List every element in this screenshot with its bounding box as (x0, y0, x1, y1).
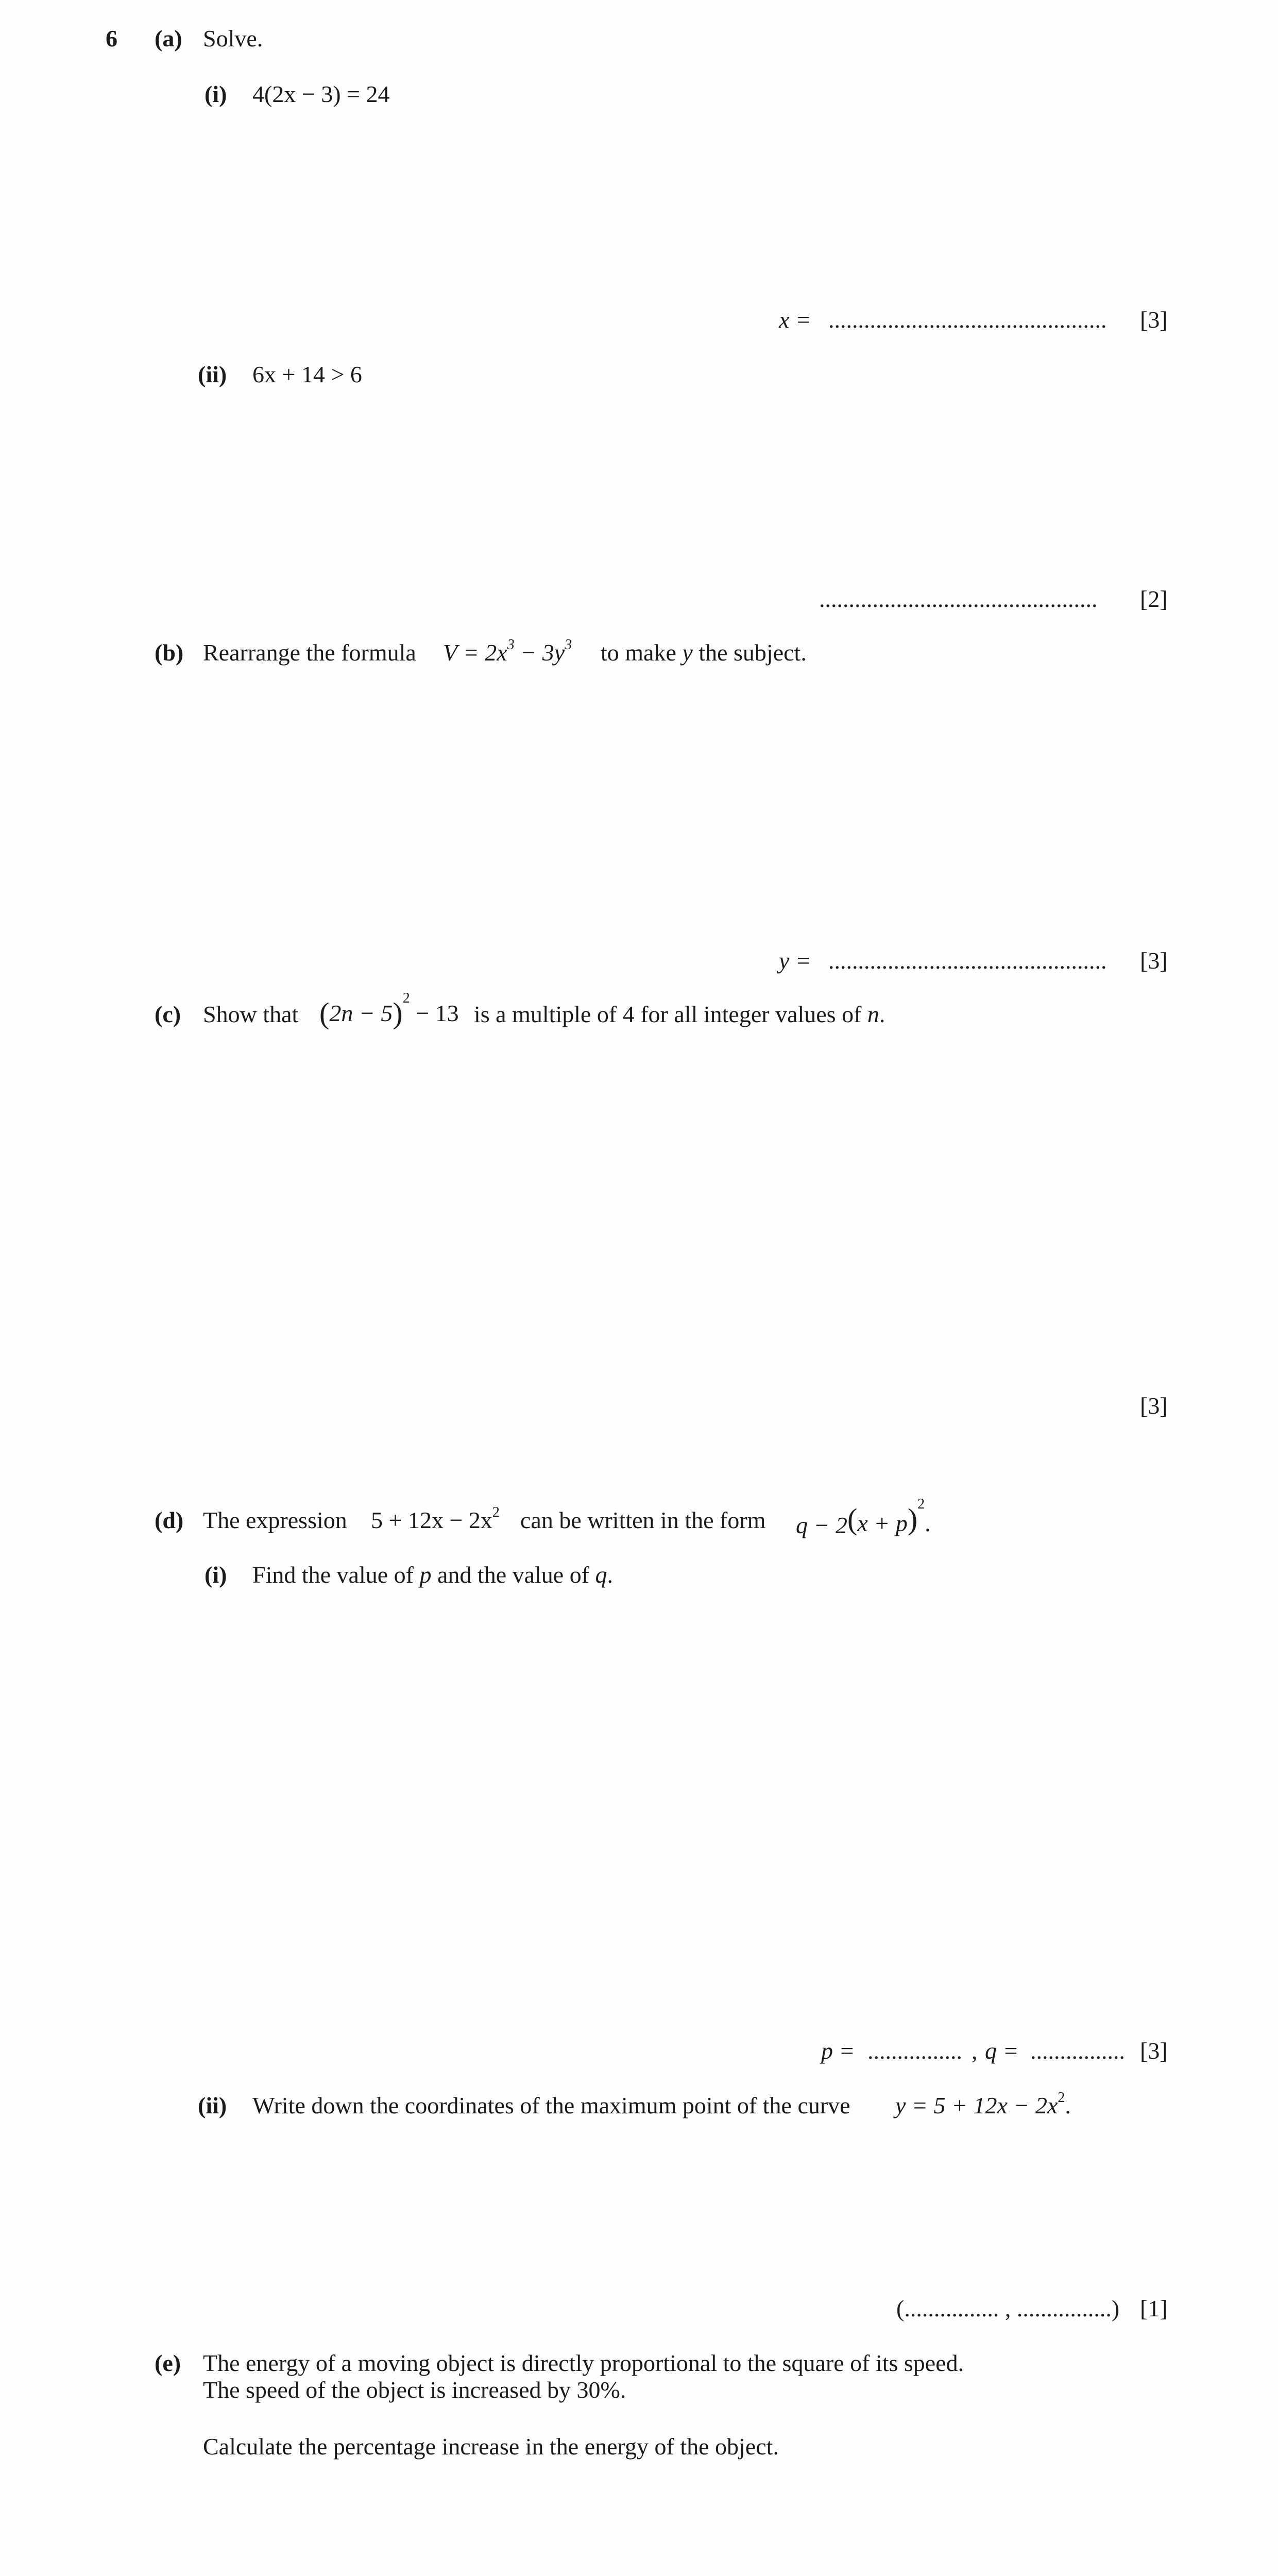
part-a-instruction: Solve. (203, 25, 263, 52)
part-d-ii-marks: [1] (1140, 2295, 1168, 2321)
part-b-formula: $V = 2x^3 - 3y^3$ (443, 637, 572, 666)
part-a-i-marks: [3] (1140, 307, 1168, 333)
part-e-line-1: The energy of a moving object is directly proportional to the square of its speed. (203, 2350, 964, 2376)
part-d-form: $q - 2(x + p)^2$. (796, 1496, 931, 1538)
part-c-text-before: Show that (203, 1001, 299, 1027)
part-d-i-q-answer-line[interactable]: ................ (1030, 2038, 1125, 2064)
question-number: 6 (106, 25, 117, 52)
part-d-i-label: (i) (205, 1562, 227, 1588)
part-d-i-separator: , (972, 2038, 978, 2064)
part-d-expression: $5 + 12x - 2x^2$ (371, 1504, 500, 1533)
part-b-text-after: to make y the subject. (601, 639, 807, 666)
part-a-label: (a) (155, 25, 182, 52)
part-c-expression: $(2n - 5)^2 - 13$ (319, 990, 459, 1030)
part-d-ii-label: (ii) (198, 2092, 227, 2119)
part-a-ii-label: (ii) (198, 361, 227, 387)
part-b-marks: [3] (1140, 947, 1168, 974)
part-d-i-q-variable: q = (985, 2038, 1019, 2064)
part-d-i-question: Find the value of p and the value of q. (252, 1562, 614, 1588)
part-d-ii-curve: $y = 5 + 12x - 2x^2$. (895, 2090, 1071, 2119)
part-d-i-p-variable: p = (821, 2038, 855, 2064)
part-a-i-answer-variable: x = (779, 307, 811, 333)
part-d-text-mid: can be written in the form (520, 1507, 766, 1533)
part-b-answer-line[interactable]: ............................................... (828, 947, 1107, 974)
part-d-i-marks: [3] (1140, 2038, 1168, 2064)
part-b-text-before: Rearrange the formula (203, 639, 416, 666)
part-e-line-3: Calculate the percentage increase in the energy of the object. (203, 2433, 779, 2460)
part-c-marks: [3] (1140, 1393, 1168, 1419)
part-c-label: (c) (155, 1001, 181, 1027)
part-b-label: (b) (155, 639, 184, 666)
part-d-i-p-answer-line[interactable]: ................ (867, 2038, 962, 2064)
part-d-ii-question: Write down the coordinates of the maximum point of the curve (252, 2092, 850, 2119)
part-d-ii-coordinates-answer[interactable]: (................ , ................) (896, 2295, 1120, 2321)
part-e-label: (e) (155, 2350, 181, 2376)
part-d-label: (d) (155, 1507, 184, 1533)
part-a-i-equation: 4(2x − 3) = 24 (252, 81, 390, 107)
part-a-i-answer-line[interactable]: ............................................... (828, 307, 1107, 333)
part-e-line-2: The speed of the object is increased by 30%. (203, 2377, 626, 2403)
part-a-ii-marks: [2] (1140, 586, 1168, 612)
part-c-text-after: is a multiple of 4 for all integer values of n. (474, 1001, 885, 1027)
part-a-ii-inequality: 6x + 14 > 6 (252, 361, 362, 387)
part-d-text-before: The expression (203, 1507, 347, 1533)
part-b-answer-variable: y = (779, 947, 811, 974)
part-a-i-label: (i) (205, 81, 227, 107)
part-a-ii-answer-line[interactable]: ............................................... (819, 586, 1098, 612)
